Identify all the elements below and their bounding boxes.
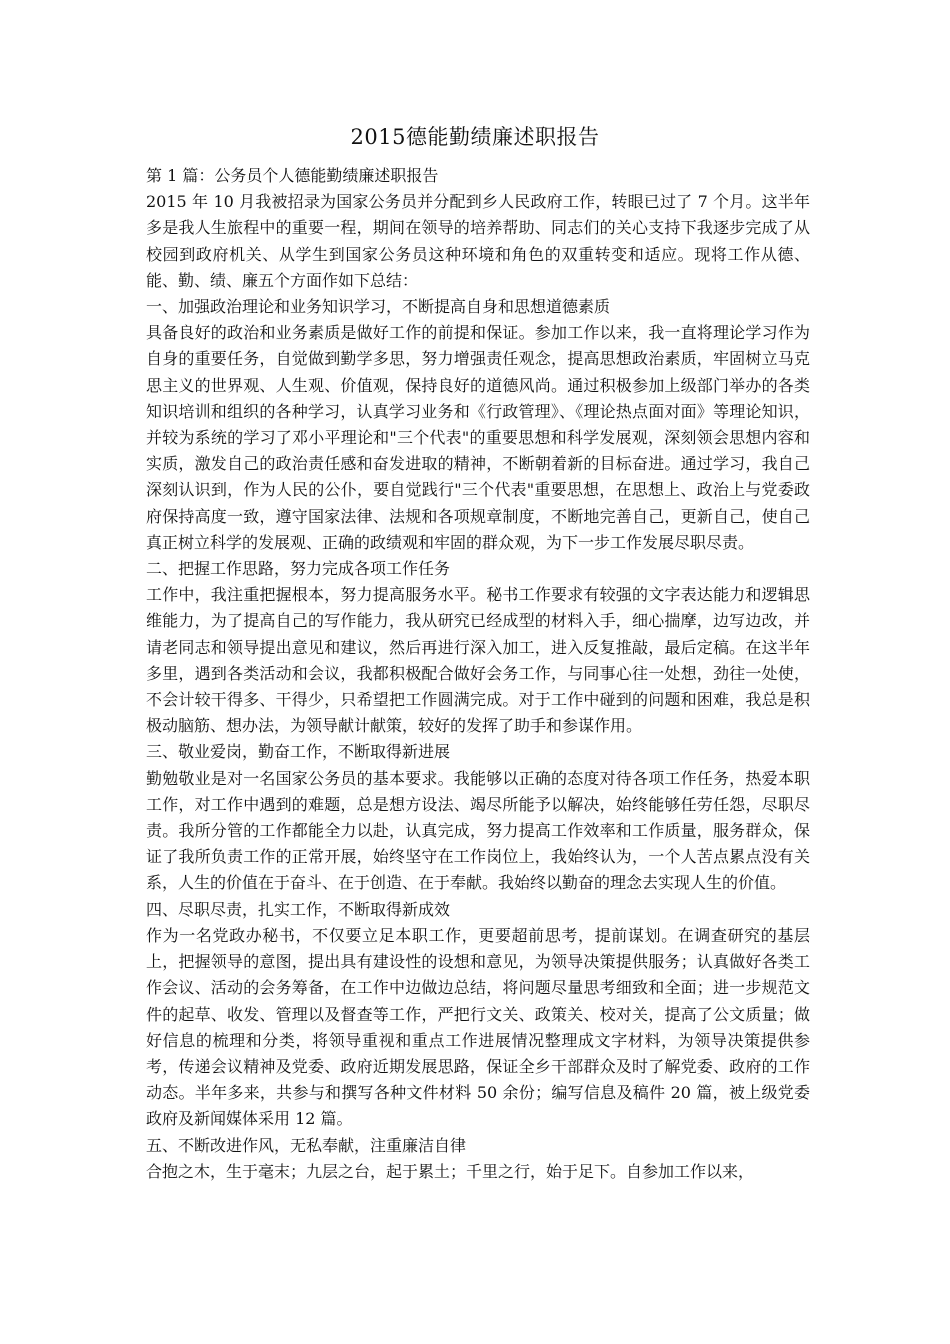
section-heading: 一、加强政治理论和业务知识学习，不断提高自身和思想道德素质 bbox=[146, 297, 611, 317]
document-paragraph: 具备良好的政治和业务素质是做好工作的前提和保证。参加工作以来，我一直将理论学习作为自身的重要任务，自觉做到勤学多思，努力增强责任观念，提高思想政治素质，牢固树立马克思主义的世界观、人生观、价值观，保持良好的道德风尚。通过积极参加上级部门举办的各类知识培训和组织的各种学习，认真学习业务和《行政管理》、《理论热点面对面》等理论知识，并较为系统的学习了邓小平理论和"三个代表"的重要思想和科学发展观，深刻领会思想内容和实质，激发自己的政治责任感和奋发进取的精神，不断朝着新的目标奋进。通过学习，我自己深刻认识到，作为人民的公仆，要自觉践行"三个代表"重要思想，在思想上、政治上与党委政府保持高度一致，遵守国家法律、法规和各项规章制度，不断地完善自己，更新自己，使自己真正树立科学的发展观、正确的政绩观和牢固的群众观，为下一步工作发展尽职尽责。 bbox=[146, 323, 810, 552]
section-heading: 二、把握工作思路，努力完成各项工作任务 bbox=[146, 559, 451, 579]
section-heading: 三、敬业爱岗，勤奋工作，不断取得新进展 bbox=[146, 742, 451, 762]
section-heading: 五、不断改进作风，无私奉献，注重廉洁自律 bbox=[146, 1135, 467, 1155]
document-paragraph: 2015 年 10 月我被招录为国家公务员并分配到乡人民政府工作，转眼已过了 7 个月。这半年多是我人生旅程中的重要一程，期间在领导的培养帮助、同志们的关心支持下我逐步完成了从校园到政府机关、从学生到国家公务员这种环境和角色的双重转变和适应。现将工作从德、能、勤、绩、廉五个方面作如下总结： bbox=[146, 192, 810, 290]
document-paragraph: 勤勉敬业是对一名国家公务员的基本要求。我能够以正确的态度对待各项工作任务，热爱本职工作，对工作中遇到的难题，总是想方设法、竭尽所能予以解决，始终能够任劳任怨，尽职尽责。我所分管的工作都能全力以赴，认真完成，努力提高工作效率和工作质量，服务群众，保证了我所负责工作的正常开展，始终坚守在工作岗位上，我始终认为，一个人苦点累点没有关系，人生的价值在于奋斗、在于创造、在于奉献。我始终以勤奋的理念去实现人生的价值。 bbox=[146, 768, 810, 893]
document-paragraph: 合抱之木，生于毫末；九层之台，起于累土；千里之行，始于足下。自参加工作以来， bbox=[146, 1161, 755, 1181]
document-body bbox=[146, 163, 810, 1185]
document-title: 2015德能勤绩廉述职报告 bbox=[350, 125, 600, 149]
document-paragraph: 工作中，我注重把握根本，努力提高服务水平。秘书工作要求有较强的文字表达能力和逻辑思维能力，为了提高自己的写作能力，我从研究已经成型的材料入手，细心揣摩，边写边改，并请老同志和领导提出意见和建议，然后再进行深入加工，进入反复推敲，最后定稿。在这半年多里，遇到各类活动和会议，我都积极配合做好会务工作，与同事心往一处想，劲往一处使，不会计较干得多、干得少，只希望把工作圆满完成。对于工作中碰到的问题和困难，我总是积极动脑筋、想办法，为领导献计献策，较好的发挥了助手和参谋作用。 bbox=[146, 585, 810, 736]
document-paragraph: 第 1 篇：公务员个人德能勤绩廉述职报告 bbox=[146, 166, 439, 185]
section-heading: 四、尽职尽责，扎实工作，不断取得新成效 bbox=[146, 899, 451, 919]
document-paragraph: 作为一名党政办秘书，不仅要立足本职工作，更要超前思考，提前谋划。在调查研究的基层上，把握领导的意图，提出具有建设性的设想和意见，为领导决策提供服务；认真做好各类工作会议、活动的会务筹备，在工作中边做边总结，将问题尽量思考细致和全面；进一步规范文件的起草、收发、管理以及督查等工作，严把行文关、政策关、校对关，提高了公文质量；做好信息的梳理和分类，将领导重视和重点工作进展情况整理成文字材料，为领导决策提供参考，传递会议精神及党委、政府近期发展思路，保证全乡干部群众及时了解党委、政府的工作动态。半年多来，共参与和撰写各种文件材料 50 余份；编写信息及稿件 20 篇，被上级党委政府及新闻媒体采用 12 篇。 bbox=[146, 925, 810, 1129]
